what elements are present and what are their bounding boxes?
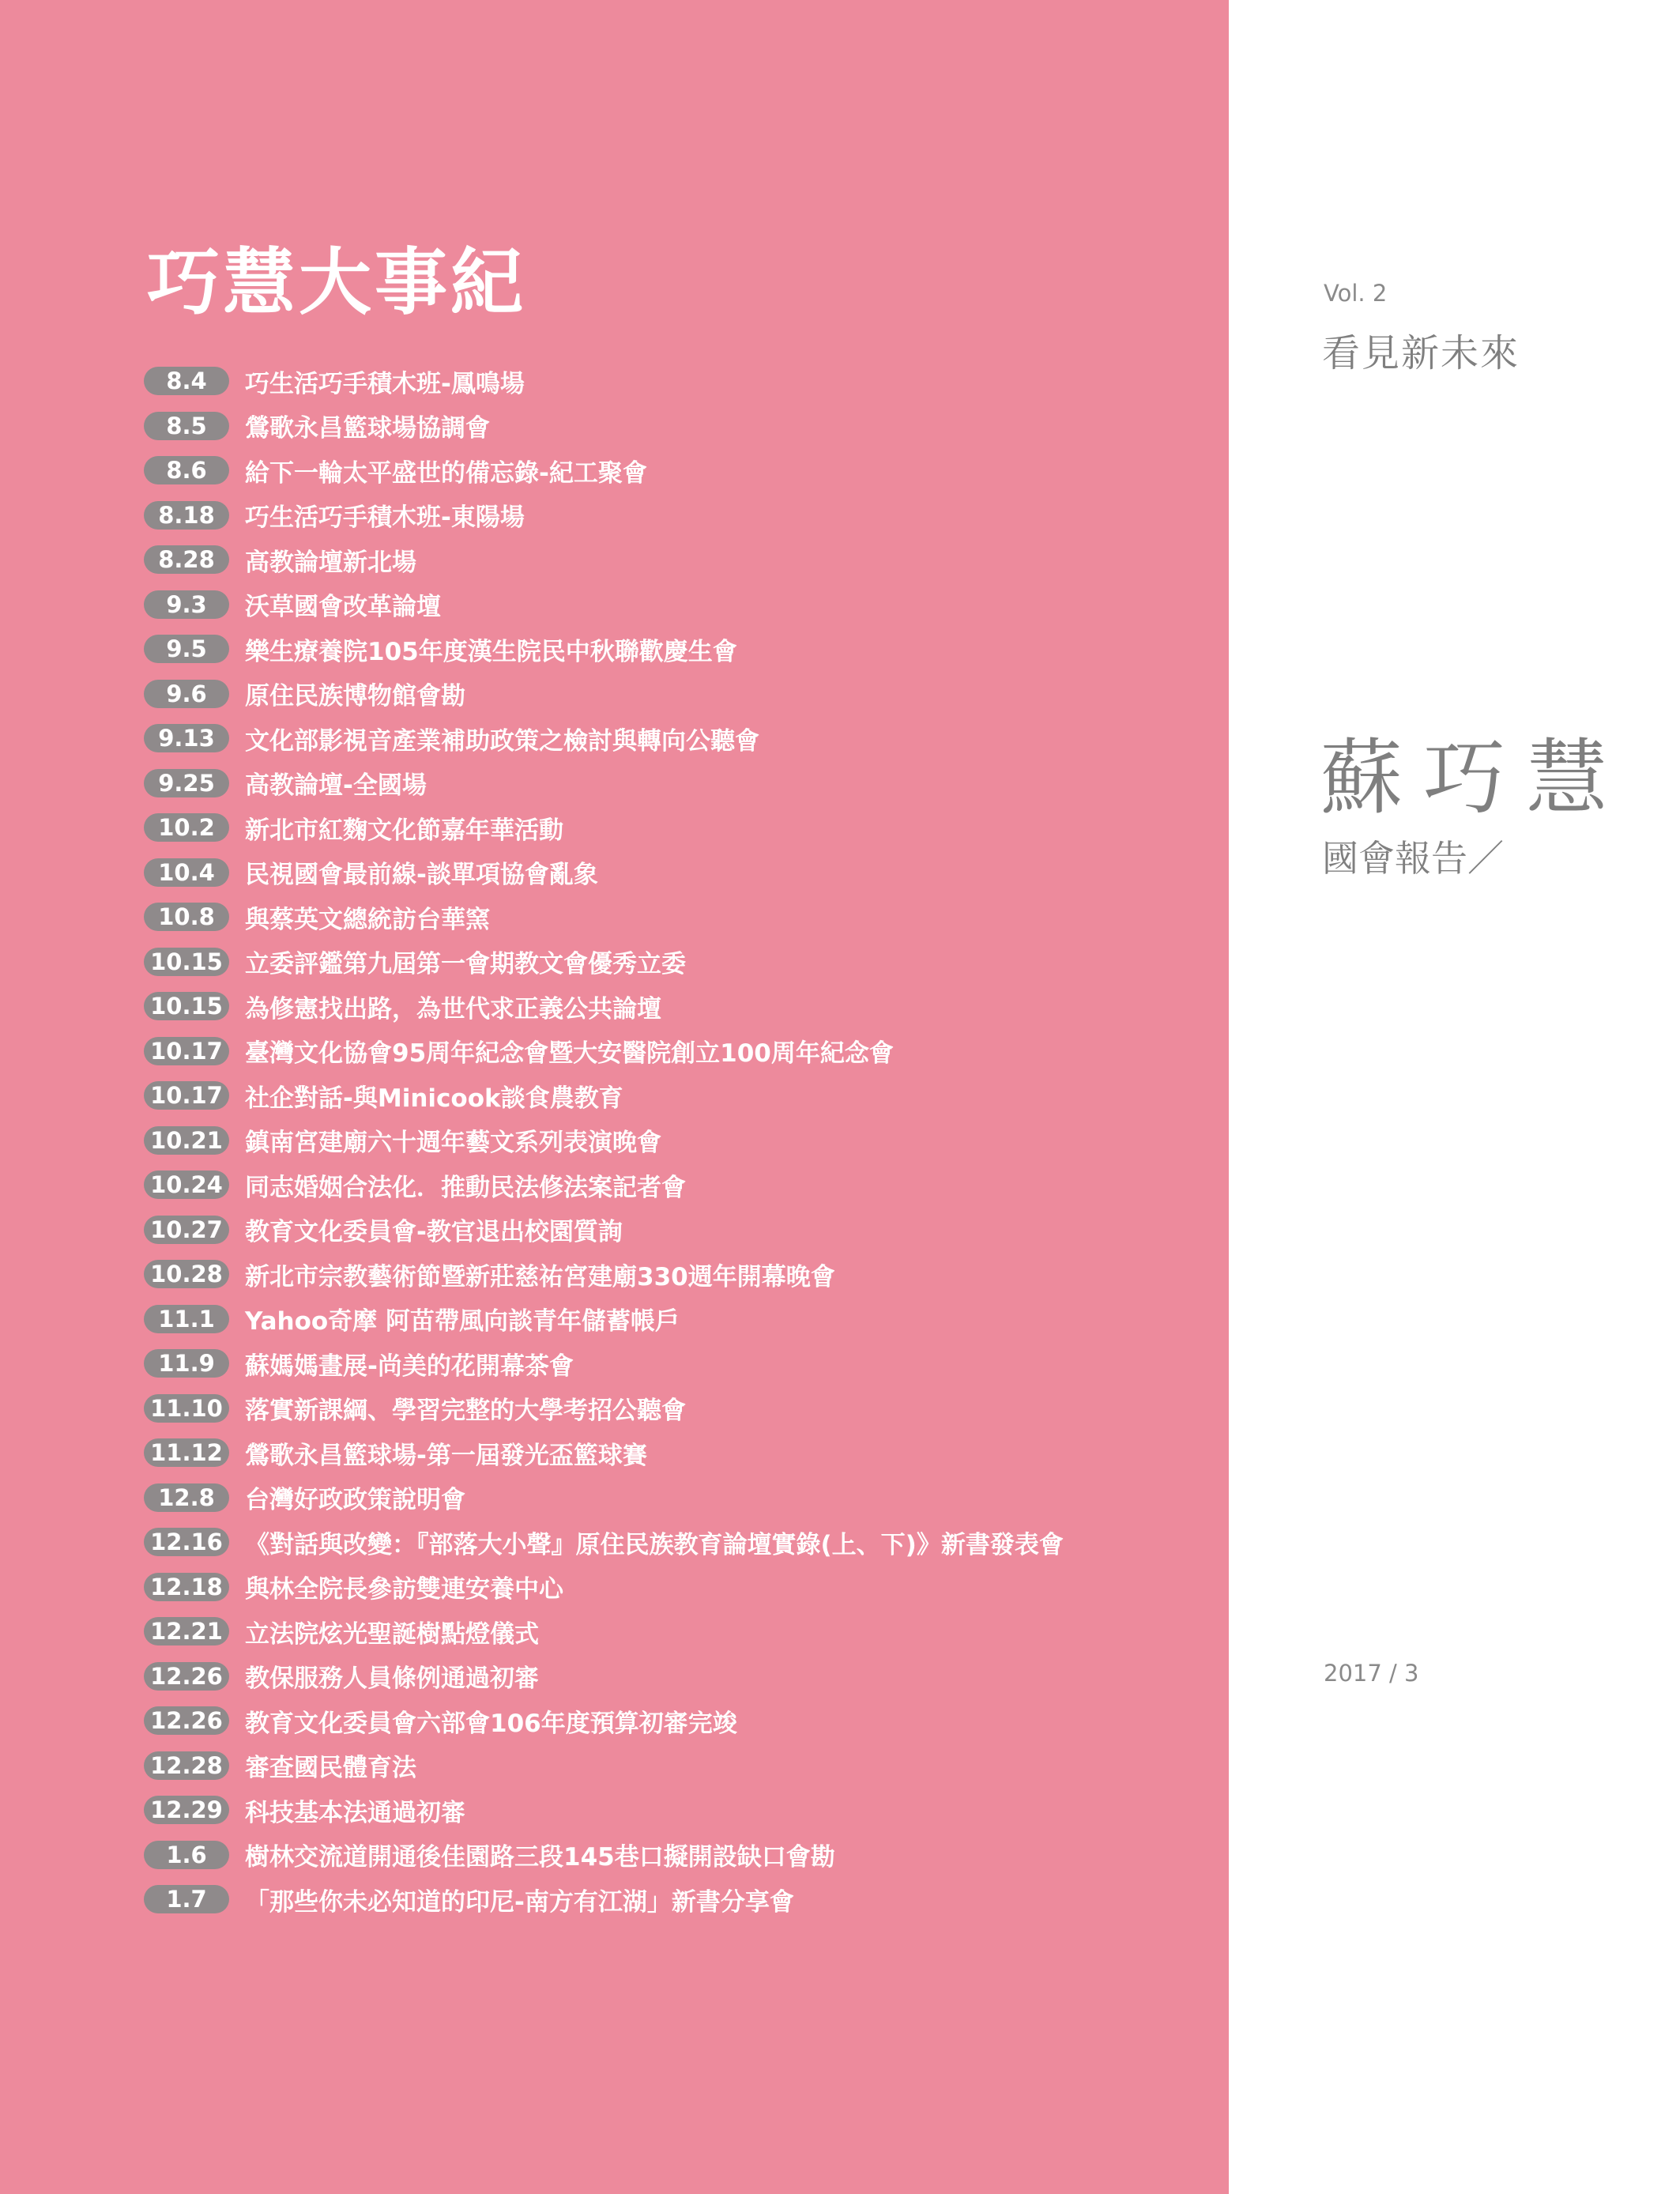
publish-date: 2017 / 3	[1324, 1660, 1419, 1687]
event-title: 教育文化委員會-教官退出校園質詢	[245, 1218, 623, 1247]
event-item	[144, 359, 1064, 404]
event-item	[144, 1476, 1064, 1521]
event-title: 樂生療養院105年度漢生院民中秋聯歡慶生會	[245, 637, 737, 666]
event-title: 樹林交流道開通後佳園路三段145巷口擬開設缺口會勘	[245, 1843, 835, 1872]
event-item	[144, 582, 1064, 628]
event-item	[144, 1520, 1064, 1565]
event-item	[144, 1163, 1064, 1208]
event-title: 鶯歌永昌籃球場協調會	[245, 414, 490, 443]
event-title: 高教論壇新北場	[245, 548, 416, 577]
event-title: 審查國民體育法	[245, 1754, 416, 1783]
event-date-badge: 10.15	[144, 992, 229, 1020]
event-item	[144, 895, 1064, 940]
event-item	[144, 1208, 1064, 1253]
event-title: 原住民族博物館會勘	[245, 682, 465, 711]
event-item	[144, 805, 1064, 850]
event-date-badge: 10.24	[144, 1171, 229, 1199]
event-item	[144, 1297, 1064, 1342]
event-item	[144, 448, 1064, 493]
event-date-badge: 10.17	[144, 1037, 229, 1065]
event-item	[144, 627, 1064, 672]
event-title: 鶯歌永昌籃球場-第一屆發光盃籃球賽	[245, 1441, 647, 1470]
event-list	[144, 359, 1064, 1922]
event-date-badge: 11.12	[144, 1438, 229, 1467]
event-title: 與林全院長參訪雙連安養中心	[245, 1575, 563, 1604]
event-item	[144, 761, 1064, 806]
event-date-badge: 9.13	[144, 724, 229, 752]
event-title: 巧生活巧手積木班-鳳鳴場	[245, 369, 525, 398]
event-title: 給下一輪太平盛世的備忘錄-紀工聚會	[245, 458, 647, 488]
event-date-badge: 9.6	[144, 680, 229, 708]
event-item	[144, 1609, 1064, 1654]
event-date-badge: 12.16	[144, 1528, 229, 1556]
event-date-badge: 10.8	[144, 903, 229, 931]
event-date-badge: 12.26	[144, 1662, 229, 1691]
event-date-badge: 10.4	[144, 858, 229, 887]
event-title: 巧生活巧手積木班-東陽場	[245, 503, 525, 533]
event-date-badge: 10.21	[144, 1126, 229, 1155]
event-title: 立委評鑑第九屆第一會期教文會優秀立委	[245, 950, 686, 979]
event-title: 教育文化委員會六部會106年度預算初審完竣	[245, 1709, 737, 1738]
event-date-badge: 10.2	[144, 813, 229, 842]
event-item	[144, 1386, 1064, 1431]
event-date-badge: 12.29	[144, 1796, 229, 1824]
event-title: 社企對話-與Minicook談食農教育	[245, 1084, 623, 1113]
event-date-badge: 10.27	[144, 1216, 229, 1244]
event-title: 立法院炫光聖誕樹點燈儀式	[245, 1619, 539, 1649]
event-item	[144, 537, 1064, 582]
event-title: 新北市紅麴文化節嘉年華活動	[245, 816, 563, 845]
event-date-badge: 12.18	[144, 1573, 229, 1601]
event-item	[144, 850, 1064, 895]
event-date-badge: 12.8	[144, 1483, 229, 1512]
volume-label: Vol. 2	[1324, 280, 1388, 307]
event-date-badge: 10.17	[144, 1081, 229, 1110]
event-item	[144, 716, 1064, 761]
event-date-badge: 12.21	[144, 1617, 229, 1646]
event-title: 教保服務人員條例通過初審	[245, 1664, 539, 1694]
event-date-badge: 8.28	[144, 545, 229, 574]
event-date-badge: 8.18	[144, 501, 229, 530]
event-title: 新北市宗教藝術節暨新莊慈祐宮建廟330週年開幕晚會	[245, 1262, 835, 1291]
event-item	[144, 1565, 1064, 1610]
event-date-badge: 11.1	[144, 1305, 229, 1333]
event-title: 同志婚姻合法化．推動民法修法案記者會	[245, 1173, 686, 1202]
event-title: 蘇媽媽畫展-尚美的花開幕茶會	[245, 1351, 574, 1381]
event-date-badge: 9.3	[144, 590, 229, 619]
event-date-badge: 1.7	[144, 1885, 229, 1913]
event-title: Yahoo奇摩 阿苗帶風向談青年儲蓄帳戶	[245, 1307, 680, 1336]
event-item	[144, 1252, 1064, 1297]
event-item	[144, 1118, 1064, 1163]
event-title: 《對話與改變：『部落大小聲』原住民族教育論壇實錄(上、下)》新書發表會	[245, 1530, 1064, 1559]
event-item	[144, 940, 1064, 985]
event-date-badge: 10.28	[144, 1260, 229, 1288]
event-item	[144, 1341, 1064, 1386]
event-title: 科技基本法通過初審	[245, 1798, 465, 1827]
event-date-badge: 12.28	[144, 1751, 229, 1780]
event-date-badge: 9.5	[144, 635, 229, 663]
event-item	[144, 984, 1064, 1029]
event-item	[144, 1431, 1064, 1476]
event-date-badge: 1.6	[144, 1841, 229, 1869]
event-date-badge: 8.5	[144, 412, 229, 440]
event-item	[144, 1654, 1064, 1699]
page-title: 巧慧大事紀	[147, 239, 527, 325]
subtitle: 看見新未來	[1322, 331, 1520, 375]
event-item	[144, 1073, 1064, 1118]
event-item	[144, 1788, 1064, 1833]
event-date-badge: 8.4	[144, 367, 229, 395]
right-panel	[1229, 0, 1680, 2194]
event-date-badge: 11.9	[144, 1349, 229, 1378]
event-item	[144, 404, 1064, 449]
event-item	[144, 1698, 1064, 1744]
event-title: 落實新課綱、學習完整的大學考招公聽會	[245, 1397, 686, 1426]
event-item	[144, 672, 1064, 717]
event-item	[144, 1877, 1064, 1922]
event-title: 臺灣文化協會95周年紀念會暨大安醫院創立100周年紀念會	[245, 1039, 894, 1069]
event-date-badge: 8.6	[144, 456, 229, 484]
report-label: 國會報告／	[1322, 837, 1504, 880]
event-title: 台灣好政政策說明會	[245, 1486, 465, 1515]
event-item	[144, 1744, 1064, 1789]
event-title: 與蔡英文總統訪台華窯	[245, 905, 490, 934]
event-item	[144, 493, 1064, 538]
event-title: 民視國會最前線-談單項協會亂象	[245, 861, 598, 890]
event-date-badge: 9.25	[144, 769, 229, 797]
event-item	[144, 1833, 1064, 1878]
event-title: 為修憲找出路，為世代求正義公共論壇	[245, 994, 661, 1023]
author-name: 蘇巧慧	[1320, 729, 1629, 826]
event-date-badge: 11.10	[144, 1394, 229, 1423]
event-title: 沃草國會改革論壇	[245, 593, 441, 622]
event-item	[144, 1029, 1064, 1074]
event-date-badge: 10.15	[144, 948, 229, 976]
event-title: 文化部影視音產業補助政策之檢討與轉向公聽會	[245, 726, 759, 756]
event-title: 「那些你未必知道的印尼-南方有江湖」新書分享會	[245, 1887, 794, 1917]
event-date-badge: 12.26	[144, 1706, 229, 1735]
event-title: 高教論壇-全國場	[245, 771, 427, 801]
event-title: 鎮南宮建廟六十週年藝文系列表演晚會	[245, 1129, 661, 1158]
